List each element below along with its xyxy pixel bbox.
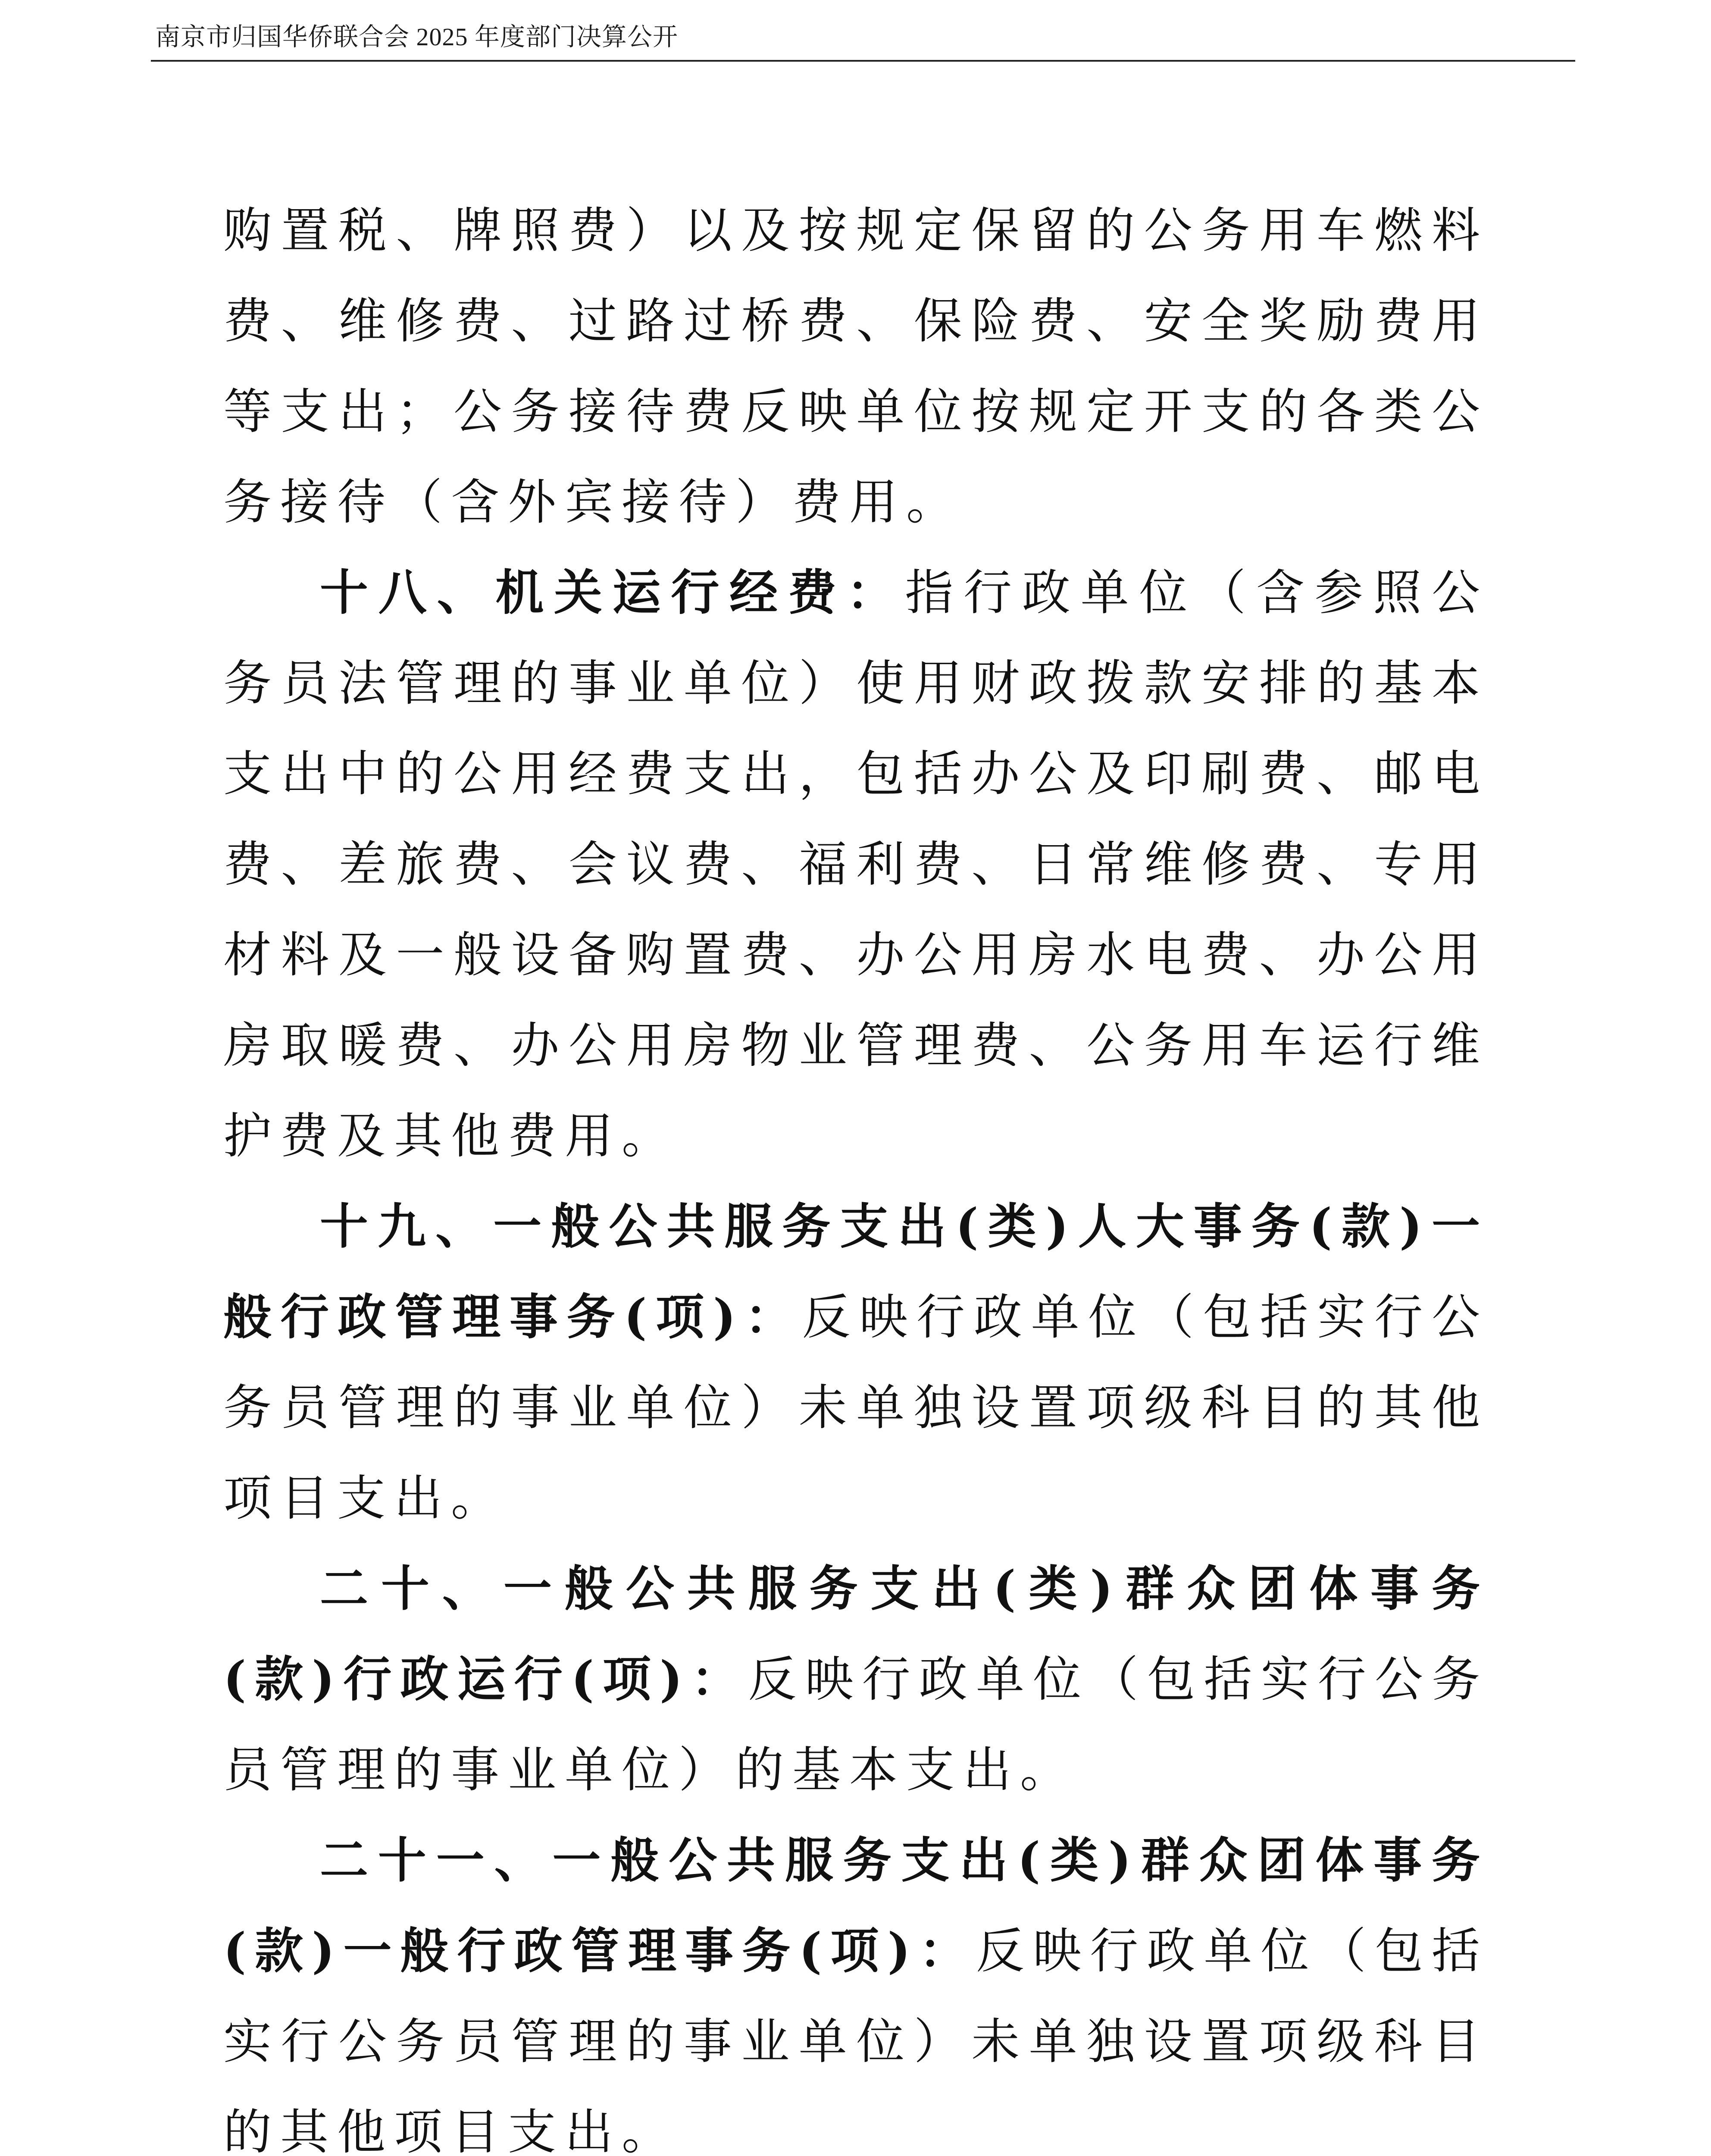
paragraph-19 bbox=[223, 1181, 1489, 1544]
paragraph-heading: 二十一、一般公共服务支出(类)群众团体事务(款)一般行政管理事务(项)： bbox=[223, 1832, 1489, 1979]
paragraph-text: 购置税、牌照费）以及按规定保留的公务用车燃料费、维修费、过路过桥费、保险费、安全奖励费用等支出；公务接待费反映单位按规定开支的各类公务接待（含外宾接待）费用。 bbox=[223, 203, 1489, 530]
paragraph-text: 反映行政单位（包括实行公务员管理的事业单位）未单独设置项级科目的其他项目支出。 bbox=[223, 1923, 1489, 2156]
paragraph-text: 指行政单位（含参照公务员法管理的事业单位）使用财政拨款安排的基本支出中的公用经费支出，包括办公及印刷费、邮电费、差旅费、会议费、福利费、日常维修费、专用材料及一般设备购置费、办公用房水电费、办公用房取暖费、办公用房物业管理费、公务用车运行维护费及其他费用。 bbox=[223, 565, 1489, 1164]
document-body bbox=[223, 185, 1489, 2156]
header-rule bbox=[151, 60, 1575, 62]
paragraph-text: 反映行政单位（包括实行公务员管理的事业单位）未单独设置项级科目的其他项目支出。 bbox=[223, 1289, 1489, 1526]
document-header: 南京市归国华侨联合会 2025 年度部门决算公开 bbox=[155, 23, 679, 51]
paragraph-text: 反映行政单位（包括实行公务员管理的事业单位）的基本支出。 bbox=[223, 1651, 1489, 1798]
paragraph-20 bbox=[223, 1544, 1489, 1815]
paragraph-18 bbox=[223, 548, 1489, 1181]
paragraph-continuation bbox=[223, 185, 1489, 548]
paragraph-heading: 二十、一般公共服务支出(类)群众团体事务(款)行政运行(项)： bbox=[223, 1561, 1489, 1708]
paragraph-heading: 十八、机关运行经费： bbox=[320, 564, 905, 621]
paragraph-heading: 十九、一般公共服务支出(类)人大事务(款)一般行政管理事务(项)： bbox=[223, 1198, 1489, 1345]
paragraph-21 bbox=[223, 1815, 1489, 2156]
